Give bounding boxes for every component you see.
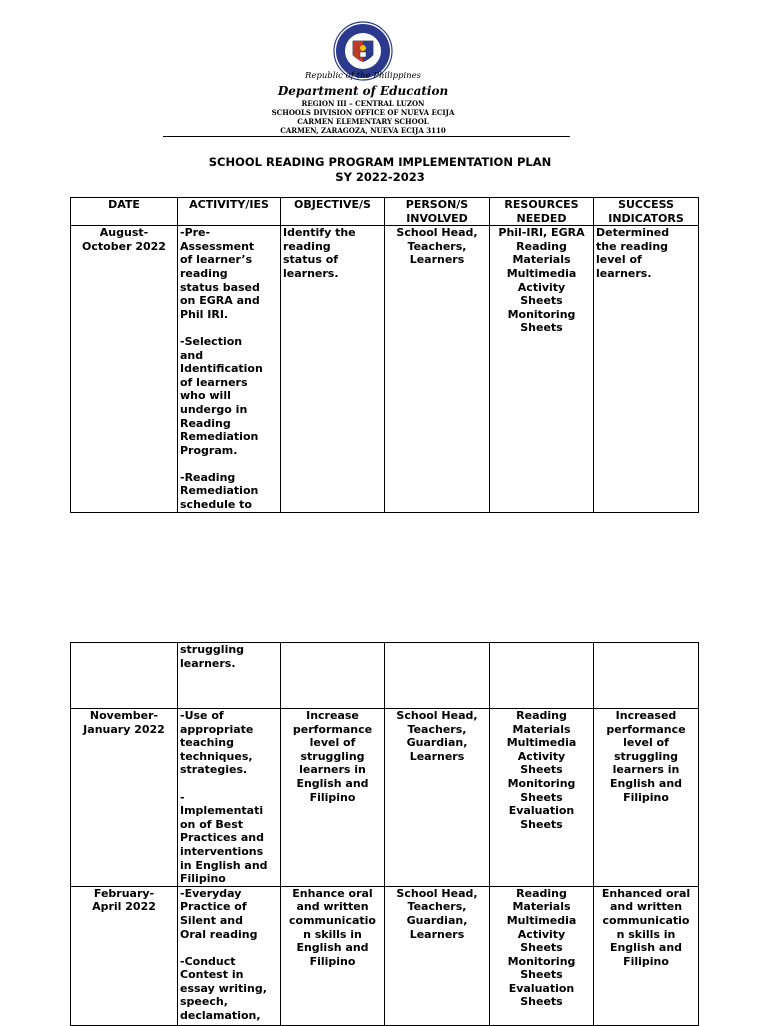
header-resources: RESOURCES NEEDED: [490, 198, 594, 226]
division-line: SCHOOLS DIVISION OFFICE OF NUEVA ECIJA: [271, 108, 455, 117]
header-objective: OBJECTIVE/S: [281, 198, 385, 226]
cell-persons: School Head, Teachers, Guardian, Learners: [385, 886, 490, 1025]
cell-persons: [385, 643, 490, 709]
cell-resources: Phil-IRI, EGRA Reading Materials Multimedia Activity Sheets Monitoring Sheets: [490, 226, 594, 513]
cell-activity: -Pre- Assessment of learner’s reading status based on EGRA and Phil IRI. -Selection and Identification of learners who will undergo in Reading Remediation Program. -Reading Remediation schedule to: [178, 226, 281, 513]
header-date: DATE: [71, 198, 178, 226]
header-indicators: SUCCESS INDICATORS: [594, 198, 699, 226]
cell-activity: struggling learners.: [178, 643, 281, 709]
cell-date: [71, 643, 178, 709]
header-divider: [163, 136, 570, 137]
region-line: REGION III – CENTRAL LUZON: [301, 99, 425, 108]
cell-indicators: [594, 643, 699, 709]
plan-table-page-2: [70, 642, 699, 1026]
cell-persons: School Head, Teachers, Learners: [385, 226, 490, 513]
cell-indicators: Determined the reading level of learners.: [594, 226, 699, 513]
plan-table-page-1: [70, 197, 699, 513]
school-line: CARMEN ELEMENTARY SCHOOL: [297, 117, 429, 126]
cell-activity: -Everyday Practice of Silent and Oral reading -Conduct Contest in essay writing, speech, declamation,: [178, 886, 281, 1025]
table-row: [71, 226, 699, 513]
cell-date: November- January 2022: [71, 709, 178, 887]
cell-date: February- April 2022: [71, 886, 178, 1025]
cell-indicators: Enhanced oral and written communicatio n skills in English and Filipino: [594, 886, 699, 1025]
department-heading: Department of Education: [277, 84, 449, 98]
cell-date: August- October 2022: [71, 226, 178, 513]
cell-objective: Identify the reading status of learners.: [281, 226, 385, 513]
table-row: [71, 886, 699, 1025]
table-row: [71, 643, 699, 709]
document-title: SCHOOL READING PROGRAM IMPLEMENTATION PLAN: [208, 155, 552, 169]
republic-heading: Republic of the Philippines: [304, 71, 422, 81]
table-header-row: [71, 198, 699, 226]
cell-resources: Reading Materials Multimedia Activity Sheets Monitoring Sheets Evaluation Sheets: [490, 886, 594, 1025]
cell-resources: Reading Materials Multimedia Activity Sheets Monitoring Sheets Evaluation Sheets: [490, 709, 594, 887]
cell-indicators: Increased performance level of struggling learners in English and Filipino: [594, 709, 699, 887]
cell-activity: -Use of appropriate teaching techniques, strategies. - Implementati on of Best Practices and interventions in English and Filipino: [178, 709, 281, 887]
table-row: [71, 709, 699, 887]
school-year: SY 2022-2023: [335, 170, 425, 184]
cell-objective: Increase performance level of struggling learners in English and Filipino: [281, 709, 385, 887]
address-line: CARMEN, ZARAGOZA, NUEVA ECIJA 3110: [280, 126, 446, 135]
cell-persons: School Head, Teachers, Guardian, Learners: [385, 709, 490, 887]
cell-resources: [490, 643, 594, 709]
header-activity: ACTIVITY/IES: [178, 198, 281, 226]
cell-objective: [281, 643, 385, 709]
cell-objective: Enhance oral and written communicatio n skills in English and Filipino: [281, 886, 385, 1025]
header-persons: PERSON/S INVOLVED: [385, 198, 490, 226]
